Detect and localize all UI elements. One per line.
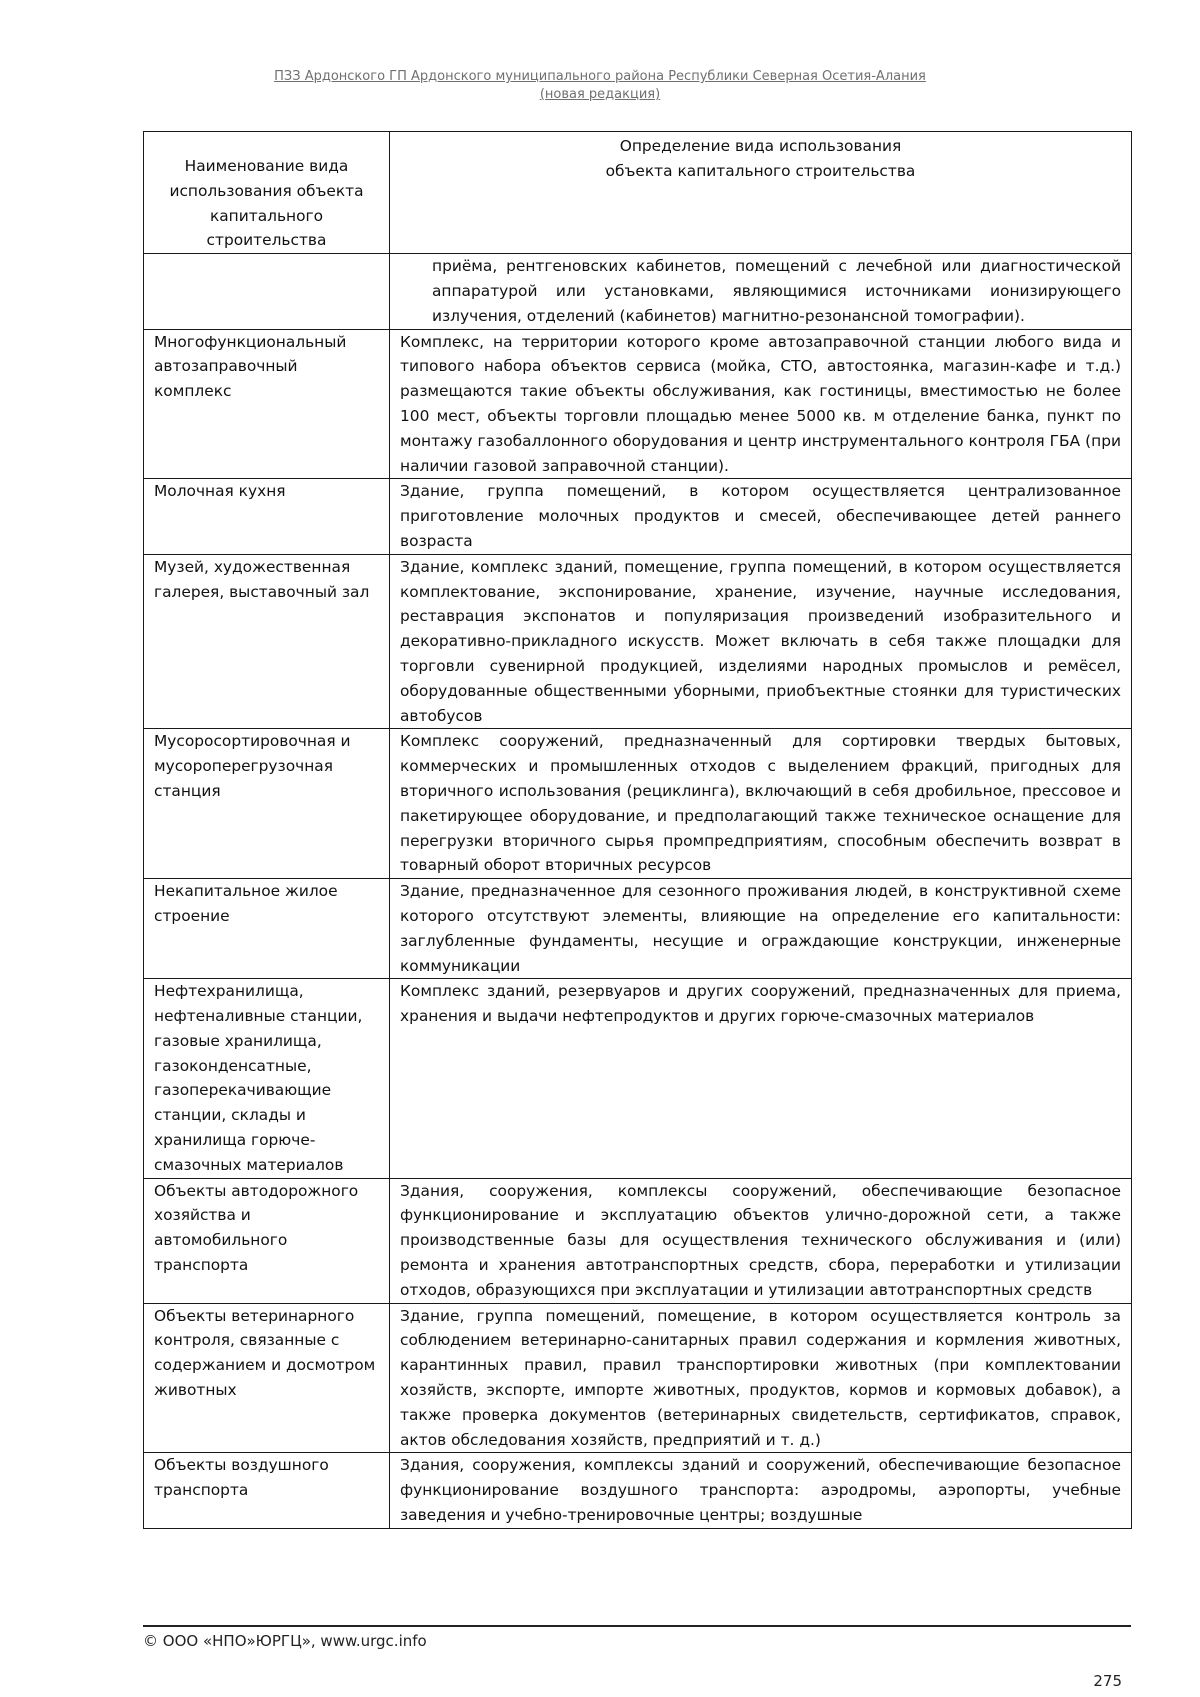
page-number: 275	[1093, 1672, 1122, 1690]
row-name: Объекты ветеринарного контроля, связанные с содержанием и досмотром животных	[144, 1303, 390, 1453]
column-header-definition	[390, 132, 1132, 254]
table-row	[144, 879, 1132, 979]
footer-divider	[143, 1625, 1131, 1627]
table-row	[144, 979, 1132, 1178]
row-definition: Здание, группа помещений, в котором осуществляется централизованное приготовление молочных продуктов и смесей, обеспечивающее детей раннего возраста	[390, 479, 1132, 554]
table-row	[144, 1453, 1132, 1528]
row-definition: Здание, предназначенное для сезонного проживания людей, в конструктивной схеме которого отсутствуют элементы, влияющие на определение его капитальности: заглубленные фундаменты, несущие и ограждающие конструкции, инженерные коммуникации	[390, 879, 1132, 979]
table-row	[144, 729, 1132, 879]
footer-copyright: © ООО «НПО»ЮРГЦ», www.urgc.info	[143, 1632, 427, 1650]
row-name: Нефтехранилища, нефтеналивные станции, газовые хранилища, газоконденсатные, газоперекачивающие станции, склады и хранилища горюче-смазочных материалов	[144, 979, 390, 1178]
column-header-definition-line2: объекта капитального строительства	[605, 161, 916, 180]
row-definition: Здание, комплекс зданий, помещение, группа помещений, в котором осуществляется комплектование, экспонирование, хранение, изучение, научные исследования, реставрация экспонатов и популяризация произведений изобразительного и декоративно-прикладного искусств. Может включать в себя также площадки для торговли сувенирной продукцией, изделиями народных промыслов и ремёсел, оборудованные общественными уборными, приобъектные стоянки для туристических автобусов	[390, 554, 1132, 729]
column-header-name: Наименование вида использования объекта капитального строительства	[144, 132, 390, 254]
row-name: Некапитальное жилое строение	[144, 879, 390, 979]
table-row	[144, 329, 1132, 479]
row-definition: Комплекс сооружений, предназначенный для сортировки твердых бытовых, коммерческих и промышленных отходов с выделением фракций, пригодных для вторичного использования (рециклинга), включающий в себя дробильное, прессовое и пакетирующее оборудование, и предполагающий также техническое оснащение для перегрузки вторичного сырья промпредприятиям, способным обеспечить возврат в товарный оборот вторичных ресурсов	[390, 729, 1132, 879]
row-name: Объекты воздушного транспорта	[144, 1453, 390, 1528]
header-title: ПЗЗ Ардонского ГП Ардонского муниципального района Республики Северная Осетия-Алания	[274, 69, 926, 84]
definitions-table	[143, 131, 1132, 1529]
row-name: Объекты автодорожного хозяйства и автомобильного транспорта	[144, 1178, 390, 1303]
continuation-name-cell	[144, 254, 390, 329]
column-header-definition-line1: Определение вида использования	[619, 137, 902, 155]
table-row-continuation	[144, 254, 1132, 329]
table-row	[144, 554, 1132, 729]
row-definition: Здания, сооружения, комплексы зданий и сооружений, обеспечивающие безопасное функционирование воздушного транспорта: аэродромы, аэропорты, учебные заведения и учебно-тренировочные центры; воздушные	[390, 1453, 1132, 1528]
table-row	[144, 479, 1132, 554]
row-definition: Здание, группа помещений, помещение, в котором осуществляется контроль за соблюдением ветеринарно-санитарных правил содержания и кормления животных, карантинных правил, правил транспортировки животных (при комплектовании хозяйств, экспорте, импорте животных, продуктов, кормов и кормовых добавок), а также проверка документов (ветеринарных свидетельств, сертификатов, справок, актов обследования хозяйств, предприятий и т. д.)	[390, 1303, 1132, 1453]
table-row	[144, 1178, 1132, 1303]
row-name: Молочная кухня	[144, 479, 390, 554]
page-header	[0, 68, 1200, 104]
row-definition: Комплекс, на территории которого кроме автозаправочной станции любого вида и типового набора объектов сервиса (мойка, СТО, автостоянка, магазин-кафе и т.д.) размещаются такие объекты обслуживания, как гостиницы, вместимостью не более 100 мест, объекты торговли площадью менее 5000 кв. м отделение банка, пункт по монтажу газобаллонного оборудования и центр инструментального контроля ГБА (при наличии газовой заправочной станции).	[390, 329, 1132, 479]
table-header-row	[144, 132, 1132, 254]
row-definition: Здания, сооружения, комплексы сооружений, обеспечивающие безопасное функционирование и эксплуатацию объектов улично-дорожной сети, а также производственные базы для осуществления технического обслуживания и (или) ремонта и хранения автотранспортных средств, сбора, переработки и утилизации отходов, образующихся при эксплуатации и утилизации автотранспортных средств	[390, 1178, 1132, 1303]
row-name: Музей, художественная галерея, выставочный зал	[144, 554, 390, 729]
row-name: Многофункциональный автозаправочный комплекс	[144, 329, 390, 479]
table-row	[144, 1303, 1132, 1453]
row-definition: Комплекс зданий, резервуаров и других сооружений, предназначенных для приема, хранения и выдачи нефтепродуктов и других горюче-смазочных материалов	[390, 979, 1132, 1178]
header-subtitle: (новая редакция)	[539, 87, 661, 102]
row-name: Мусоросортировочная и мусороперегрузочная станция	[144, 729, 390, 879]
continuation-definition-cell: приёма, рентгеновских кабинетов, помещений с лечебной или диагностической аппаратурой или установками, являющимися источниками ионизирующего излучения, отделений (кабинетов) магнитно-резонансной томографии).	[390, 254, 1132, 329]
